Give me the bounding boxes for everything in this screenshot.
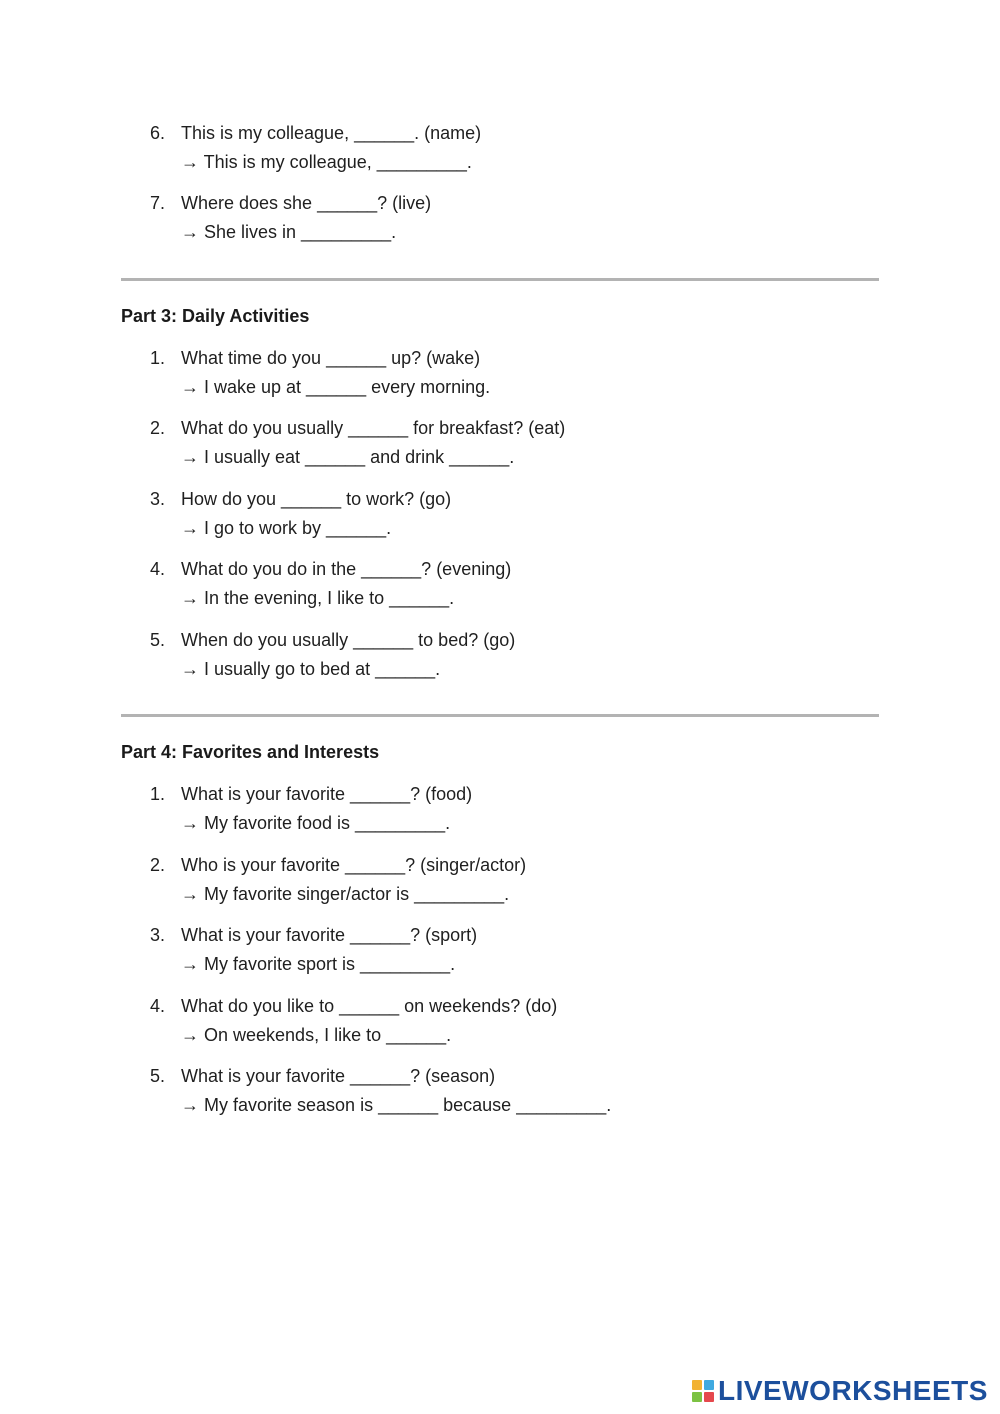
item-question: What is your favorite ______? (season)	[181, 1066, 496, 1086]
item-answer: → I usually go to bed at ______.	[181, 659, 441, 679]
section-divider	[121, 714, 879, 717]
item-answer: → In the evening, I like to ______.	[181, 588, 455, 608]
item-question: Who is your favorite ______? (singer/actor)	[181, 855, 527, 875]
logo-mark-icon	[692, 1380, 714, 1402]
item-number: 1.	[150, 784, 166, 804]
item-number: 7.	[150, 193, 166, 213]
logo-mark-square	[704, 1380, 714, 1390]
item-answer: → I wake up at ______ every morning.	[181, 377, 491, 397]
logo-text: LIVEWORKSHEETS	[718, 1375, 988, 1406]
item-answer: → My favorite food is _________.	[181, 813, 451, 833]
item-question: What is your favorite ______? (sport)	[181, 925, 478, 945]
item-answer: → On weekends, I like to ______.	[181, 1025, 452, 1045]
item-answer: → I usually eat ______ and drink ______.	[181, 447, 515, 467]
item-question: What is your favorite ______? (food)	[181, 784, 473, 804]
item-number: 4.	[150, 559, 166, 579]
item-answer: → My favorite season is ______ because _________.	[181, 1095, 612, 1115]
item-number: 2.	[150, 855, 166, 875]
item-number: 5.	[150, 630, 166, 650]
part4-heading: Part 4: Favorites and Interests	[121, 742, 380, 762]
item-question: What do you usually ______ for breakfast? (eat)	[181, 418, 566, 438]
item-answer: → My favorite sport is _________.	[181, 954, 456, 974]
item-question: Where does she ______? (live)	[181, 193, 432, 213]
logo-mark-square	[704, 1392, 714, 1402]
item-answer: → She lives in _________.	[181, 222, 397, 242]
item-question: When do you usually ______ to bed? (go)	[181, 630, 516, 650]
item-question: What do you do in the ______? (evening)	[181, 559, 512, 579]
item-number: 3.	[150, 925, 166, 945]
item-question: What time do you ______ up? (wake)	[181, 348, 481, 368]
item-number: 4.	[150, 996, 166, 1016]
item-number: 3.	[150, 489, 166, 509]
part3-heading: Part 3: Daily Activities	[121, 306, 310, 326]
logo-mark-square	[692, 1392, 702, 1402]
item-question: This is my colleague, ______. (name)	[181, 123, 482, 143]
item-question: How do you ______ to work? (go)	[181, 489, 452, 509]
section-divider	[121, 278, 879, 281]
item-answer: → This is my colleague, _________.	[181, 152, 472, 172]
item-number: 2.	[150, 418, 166, 438]
item-question: What do you like to ______ on weekends? (do)	[181, 996, 558, 1016]
liveworksheets-logo[interactable]	[692, 1374, 988, 1408]
item-answer: → My favorite singer/actor is _________.	[181, 884, 510, 904]
item-number: 5.	[150, 1066, 166, 1086]
item-number: 1.	[150, 348, 166, 368]
item-answer: → I go to work by ______.	[181, 518, 392, 538]
item-number: 6.	[150, 123, 166, 143]
logo-mark-square	[692, 1380, 702, 1390]
